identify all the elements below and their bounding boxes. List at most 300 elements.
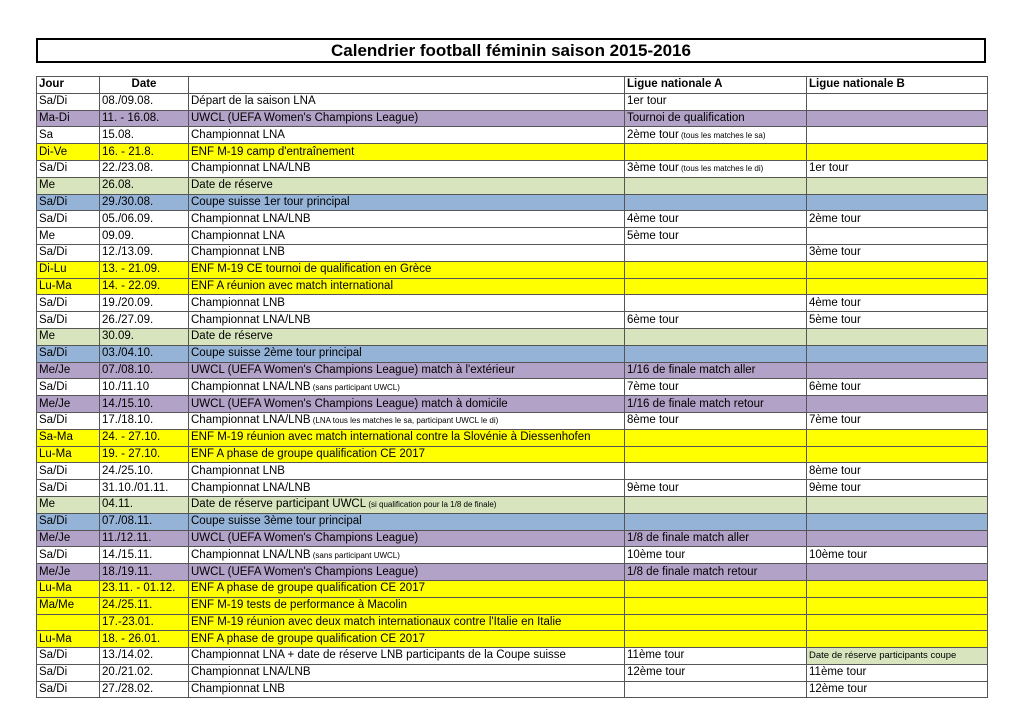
date-cell: [100, 194, 189, 211]
table-row: [37, 345, 988, 362]
table-row: [37, 446, 988, 463]
date-cell-text: 17.-23.01.: [102, 615, 154, 628]
event-cell-text: ENF A phase de groupe qualification CE 2017: [191, 447, 425, 460]
jour-cell: [37, 362, 100, 379]
lna-cell-text: 4ème tour: [627, 212, 679, 225]
event-cell: [189, 127, 625, 144]
event-cell: [189, 177, 625, 194]
date-cell-text: 10./11.10: [102, 380, 150, 393]
lna-cell-text: 1/8 de finale match aller: [627, 531, 750, 544]
table-row: [37, 261, 988, 278]
jour-cell: [37, 631, 100, 648]
jour-cell-text: Lu-Ma: [39, 582, 72, 595]
lna-cell-text: 2ème tour: [627, 128, 679, 141]
jour-cell: [37, 312, 100, 329]
lna-cell: [625, 110, 807, 127]
date-cell-text: 24./25.11.: [102, 599, 153, 612]
jour-cell-text: Sa/Di: [39, 212, 68, 225]
lna-cell: [625, 614, 807, 631]
event-cell: [189, 547, 625, 564]
lnb-cell-text: 12ème tour: [809, 683, 868, 696]
table-row: [37, 664, 988, 681]
jour-cell-text: Me/Je: [39, 397, 71, 410]
lnb-cell: [807, 496, 988, 513]
lna-cell-text: 3ème tour: [627, 162, 679, 175]
date-cell-text: 16. - 21.8.: [102, 145, 154, 158]
table-row: [37, 631, 988, 648]
jour-cell: [37, 261, 100, 278]
jour-cell: [37, 597, 100, 614]
event-cell-text: Championnat LNB: [191, 464, 285, 477]
lnb-cell: [807, 278, 988, 295]
lna-cell: [625, 396, 807, 413]
date-cell: [100, 144, 189, 161]
event-cell-note: (sans participant UWCL): [310, 550, 400, 560]
lnb-cell: [807, 295, 988, 312]
lna-cell: [625, 194, 807, 211]
jour-cell-text: Lu-Ma: [39, 447, 72, 460]
lna-cell: [625, 379, 807, 396]
event-cell-text: Championnat LNA/LNB: [191, 666, 311, 679]
lna-cell: [625, 312, 807, 329]
date-cell: [100, 295, 189, 312]
event-cell: [189, 244, 625, 261]
lna-cell: [625, 446, 807, 463]
event-cell: [189, 362, 625, 379]
page-title-text: Calendrier football féminin saison 2015-2016: [331, 40, 691, 60]
event-cell-text: Championnat LNB: [191, 683, 285, 696]
lnb-cell-text: 1er tour: [809, 162, 849, 175]
event-cell: [189, 681, 625, 698]
lna-cell: [625, 513, 807, 530]
jour-cell-text: Sa/Di: [39, 162, 68, 175]
lnb-cell: [807, 345, 988, 362]
date-cell: [100, 244, 189, 261]
table-row: [37, 580, 988, 597]
lnb-cell-text: 6ème tour: [809, 380, 861, 393]
jour-cell-text: Me: [39, 330, 55, 343]
lnb-cell: [807, 194, 988, 211]
date-cell-text: 26./27.09.: [102, 313, 154, 326]
date-cell: [100, 312, 189, 329]
jour-cell-text: Di-Lu: [39, 263, 67, 276]
jour-cell-text: Me: [39, 498, 55, 511]
date-cell: [100, 228, 189, 245]
header-event: [189, 77, 625, 94]
jour-cell-text: Sa/Di: [39, 95, 68, 108]
lnb-cell: [807, 580, 988, 597]
date-cell: [100, 631, 189, 648]
table-row: [37, 379, 988, 396]
date-cell-text: 18./19.11.: [102, 565, 153, 578]
jour-cell-text: Sa/Di: [39, 195, 68, 208]
jour-cell-text: Sa/Di: [39, 548, 68, 561]
lnb-cell: [807, 211, 988, 228]
event-cell: [189, 194, 625, 211]
table-row: [37, 177, 988, 194]
lna-cell-text: 10ème tour: [627, 548, 686, 561]
lna-cell: [625, 664, 807, 681]
event-cell: [189, 110, 625, 127]
event-cell-text: UWCL (UEFA Women's Champions League): [191, 111, 419, 124]
date-cell-text: 13./14.02.: [102, 649, 154, 662]
event-cell: [189, 614, 625, 631]
lna-cell-text: 1/16 de finale match aller: [627, 363, 756, 376]
event-cell-text: UWCL (UEFA Women's Champions League): [191, 565, 419, 578]
lnb-cell: [807, 362, 988, 379]
event-cell: [189, 312, 625, 329]
date-cell: [100, 597, 189, 614]
date-cell: [100, 614, 189, 631]
event-cell-text: ENF A phase de groupe qualification CE 2017: [191, 632, 425, 645]
event-cell-text: ENF M-19 réunion avec match international contre la Slovénie à Diessenhofen: [191, 431, 591, 444]
event-cell-text: ENF A phase de groupe qualification CE 2017: [191, 582, 425, 595]
jour-cell-text: Me: [39, 179, 55, 192]
lnb-cell: [807, 396, 988, 413]
date-cell-text: 07./08.10.: [102, 363, 154, 376]
lnb-cell: [807, 681, 988, 698]
jour-cell: [37, 547, 100, 564]
lnb-cell-text: 10ème tour: [809, 548, 868, 561]
jour-cell: [37, 194, 100, 211]
jour-cell: [37, 345, 100, 362]
event-cell-text: Championnat LNA/LNB: [191, 414, 311, 427]
lnb-cell: [807, 614, 988, 631]
event-cell-text: UWCL (UEFA Women's Champions League) match à l'extérieur: [191, 363, 515, 376]
event-cell: [189, 412, 625, 429]
date-cell: [100, 211, 189, 228]
page-title: [36, 38, 986, 63]
event-cell: [189, 144, 625, 161]
jour-cell-text: Ma-Di: [39, 111, 70, 124]
table-row: [37, 228, 988, 245]
lnb-cell: [807, 93, 988, 110]
header-lna: Ligue nationale A: [625, 77, 807, 94]
date-cell-text: 29./30.08.: [102, 195, 154, 208]
date-cell: [100, 513, 189, 530]
date-cell-text: 08./09.08.: [102, 95, 154, 108]
lna-cell: [625, 648, 807, 665]
lnb-cell-text: 3ème tour: [809, 246, 861, 259]
jour-cell-text: Sa/Di: [39, 683, 68, 696]
lna-cell-text: Tournoi de qualification: [627, 111, 745, 124]
jour-cell-text: Me/Je: [39, 531, 71, 544]
lna-cell: [625, 463, 807, 480]
lna-cell: [625, 412, 807, 429]
jour-cell-text: Sa-Ma: [39, 431, 73, 444]
event-cell-note: (LNA tous les matches le sa, participant UWCL le di): [310, 416, 499, 426]
jour-cell: [37, 160, 100, 177]
date-cell-text: 14./15.10.: [102, 397, 154, 410]
date-cell: [100, 480, 189, 497]
event-cell: [189, 597, 625, 614]
lna-cell-note: (tous les matches le di): [678, 164, 764, 174]
date-cell: [100, 379, 189, 396]
event-cell: [189, 664, 625, 681]
lnb-cell: [807, 664, 988, 681]
lna-cell: [625, 144, 807, 161]
date-cell: [100, 278, 189, 295]
date-cell-text: 18. - 26.01.: [102, 632, 161, 645]
lna-cell: [625, 681, 807, 698]
lna-cell: [625, 547, 807, 564]
lna-cell: [625, 295, 807, 312]
date-cell-text: 14. - 22.09.: [102, 279, 161, 292]
date-cell: [100, 496, 189, 513]
lnb-cell: [807, 379, 988, 396]
date-cell: [100, 127, 189, 144]
date-cell: [100, 396, 189, 413]
lna-cell: [625, 211, 807, 228]
jour-cell: [37, 396, 100, 413]
date-cell-text: 12./13.09.: [102, 246, 154, 259]
lnb-cell: [807, 648, 988, 665]
table-row: [37, 564, 988, 581]
jour-cell-text: Sa/Di: [39, 414, 68, 427]
jour-cell: [37, 530, 100, 547]
jour-cell-text: Lu-Ma: [39, 632, 72, 645]
lna-cell: [625, 345, 807, 362]
jour-cell-text: Me/Je: [39, 363, 71, 376]
date-cell: [100, 345, 189, 362]
lnb-cell: [807, 412, 988, 429]
event-cell-note: (sans participant UWCL): [310, 382, 400, 392]
event-cell: [189, 564, 625, 581]
lnb-cell: [807, 312, 988, 329]
event-cell-text: Championnat LNA: [191, 128, 285, 141]
event-cell-text: Coupe suisse 2ème tour principal: [191, 347, 362, 360]
date-cell-text: 27./28.02.: [102, 683, 154, 696]
event-cell: [189, 295, 625, 312]
jour-cell: [37, 513, 100, 530]
event-cell: [189, 160, 625, 177]
date-cell-text: 17./18.10.: [102, 414, 154, 427]
lnb-cell: [807, 328, 988, 345]
date-cell: [100, 177, 189, 194]
jour-cell: [37, 681, 100, 698]
jour-cell-text: Me: [39, 229, 55, 242]
jour-cell: [37, 228, 100, 245]
lnb-cell: [807, 228, 988, 245]
jour-cell: [37, 93, 100, 110]
date-cell-text: 24./25.10.: [102, 464, 154, 477]
lna-cell-text: 7ème tour: [627, 380, 679, 393]
date-cell-text: 30.09.: [102, 330, 134, 343]
event-cell-text: ENF M-19 tests de performance à Macolin: [191, 599, 408, 612]
jour-cell-text: Sa/Di: [39, 666, 68, 679]
jour-cell-text: Di-Ve: [39, 145, 68, 158]
jour-cell-text: Sa/Di: [39, 347, 68, 360]
jour-cell: [37, 244, 100, 261]
jour-cell-text: Sa/Di: [39, 296, 68, 309]
lna-cell-note: (tous les matches le sa): [678, 130, 766, 140]
event-cell-note: (si qualification pour la 1/8 de finale): [366, 500, 497, 510]
lna-cell: [625, 127, 807, 144]
lna-cell: [625, 429, 807, 446]
lnb-cell: [807, 177, 988, 194]
table-row: [37, 110, 988, 127]
jour-cell-text: Sa/Di: [39, 481, 68, 494]
event-cell: [189, 278, 625, 295]
table-row: [37, 480, 988, 497]
event-cell: [189, 379, 625, 396]
table-row: [37, 463, 988, 480]
lnb-cell-text: 9ème tour: [809, 481, 861, 494]
jour-cell: [37, 127, 100, 144]
date-cell: [100, 412, 189, 429]
lna-cell-text: 1er tour: [627, 95, 667, 108]
date-cell-text: 07./08.11.: [102, 515, 153, 528]
date-cell: [100, 580, 189, 597]
lna-cell-text: 9ème tour: [627, 481, 679, 494]
date-cell-text: 31.10./01.11.: [102, 481, 169, 494]
jour-cell-text: Sa: [39, 128, 54, 141]
jour-cell-text: Sa/Di: [39, 246, 68, 259]
lna-cell: [625, 244, 807, 261]
table-row: [37, 547, 988, 564]
table-row: [37, 312, 988, 329]
calendar-table: [36, 76, 988, 698]
table-row: [37, 278, 988, 295]
event-cell: [189, 93, 625, 110]
date-cell: [100, 93, 189, 110]
lna-cell: [625, 597, 807, 614]
lnb-cell: [807, 597, 988, 614]
event-cell-text: Championnat LNA/LNB: [191, 162, 311, 175]
lna-cell: [625, 480, 807, 497]
lnb-cell: [807, 631, 988, 648]
event-cell-text: ENF M-19 camp d'entraînement: [191, 145, 355, 158]
lnb-cell: [807, 160, 988, 177]
event-cell: [189, 261, 625, 278]
date-cell-text: 15.08.: [102, 128, 134, 141]
event-cell: [189, 513, 625, 530]
date-cell-text: 23.11. - 01.12.: [102, 582, 176, 595]
table-row: [37, 144, 988, 161]
header-lnb: Ligue nationale B: [807, 77, 988, 94]
event-cell: [189, 328, 625, 345]
date-cell: [100, 446, 189, 463]
event-cell-text: Championnat LNB: [191, 296, 285, 309]
event-cell-text: UWCL (UEFA Women's Champions League): [191, 531, 419, 544]
date-cell: [100, 261, 189, 278]
date-cell-text: 26.08.: [102, 179, 134, 192]
header-date: Date: [100, 77, 189, 94]
jour-cell-text: Lu-Ma: [39, 279, 72, 292]
jour-cell: [37, 412, 100, 429]
lna-cell-text: 12ème tour: [627, 666, 686, 679]
table-row: [37, 295, 988, 312]
jour-cell-text: Sa/Di: [39, 464, 68, 477]
lna-cell: [625, 278, 807, 295]
date-cell: [100, 463, 189, 480]
jour-cell-text: Me/Je: [39, 565, 71, 578]
lnb-cell: [807, 547, 988, 564]
table-row: [37, 412, 988, 429]
event-cell: [189, 345, 625, 362]
event-cell-text: Championnat LNA/LNB: [191, 481, 311, 494]
event-cell-text: Championnat LNA/LNB: [191, 313, 311, 326]
event-cell: [189, 580, 625, 597]
event-cell: [189, 429, 625, 446]
date-cell: [100, 362, 189, 379]
event-cell: [189, 463, 625, 480]
jour-cell: [37, 463, 100, 480]
table-row: [37, 648, 988, 665]
table-row: [37, 530, 988, 547]
lnb-cell: [807, 244, 988, 261]
event-cell: [189, 396, 625, 413]
jour-cell: [37, 564, 100, 581]
lna-cell-text: 6ème tour: [627, 313, 679, 326]
jour-cell: [37, 144, 100, 161]
event-cell-text: ENF M-19 CE tournoi de qualification en Grèce: [191, 263, 432, 276]
lna-cell: [625, 328, 807, 345]
table-row: [37, 211, 988, 228]
lna-cell: [625, 496, 807, 513]
lnb-cell: [807, 110, 988, 127]
lnb-cell: [807, 564, 988, 581]
jour-cell: [37, 177, 100, 194]
table-row: [37, 328, 988, 345]
date-cell-text: 22./23.08.: [102, 162, 154, 175]
table-row: [37, 160, 988, 177]
table-row: [37, 681, 988, 698]
lna-cell: [625, 580, 807, 597]
jour-cell: [37, 110, 100, 127]
header-jour: Jour: [37, 77, 100, 94]
table-row: [37, 127, 988, 144]
date-cell-text: 09.09.: [102, 229, 134, 242]
date-cell-text: 19./20.09.: [102, 296, 154, 309]
event-cell-text: Date de réserve: [191, 179, 273, 192]
date-cell-text: 24. - 27.10.: [102, 431, 161, 444]
event-cell: [189, 480, 625, 497]
event-cell-text: Championnat LNA/LNB: [191, 548, 311, 561]
lnb-cell: [807, 480, 988, 497]
lnb-cell: [807, 463, 988, 480]
jour-cell: [37, 211, 100, 228]
calendar-body: [37, 93, 988, 698]
date-cell: [100, 547, 189, 564]
jour-cell: [37, 429, 100, 446]
lnb-cell-text: 2ème tour: [809, 212, 861, 225]
lnb-cell: [807, 429, 988, 446]
lna-cell: [625, 362, 807, 379]
jour-cell-text: Sa/Di: [39, 380, 68, 393]
lnb-cell-text: Date de réserve participants coupe: [809, 650, 957, 662]
jour-cell-text: Ma/Me: [39, 599, 75, 612]
event-cell-text: Départ de la saison LNA: [191, 95, 316, 108]
date-cell: [100, 648, 189, 665]
event-cell: [189, 631, 625, 648]
lnb-cell: [807, 513, 988, 530]
table-row: [37, 93, 988, 110]
event-cell-text: Coupe suisse 3ème tour principal: [191, 515, 362, 528]
lna-cell: [625, 261, 807, 278]
jour-cell: [37, 446, 100, 463]
event-cell: [189, 228, 625, 245]
date-cell-text: 11. - 16.08.: [102, 111, 160, 124]
event-cell: [189, 211, 625, 228]
event-cell-text: Championnat LNB: [191, 246, 285, 259]
date-cell-text: 03./04.10.: [102, 347, 154, 360]
lna-cell: [625, 564, 807, 581]
lna-cell: [625, 530, 807, 547]
jour-cell: [37, 664, 100, 681]
table-row: [37, 597, 988, 614]
event-cell-text: ENF A réunion avec match international: [191, 279, 394, 292]
